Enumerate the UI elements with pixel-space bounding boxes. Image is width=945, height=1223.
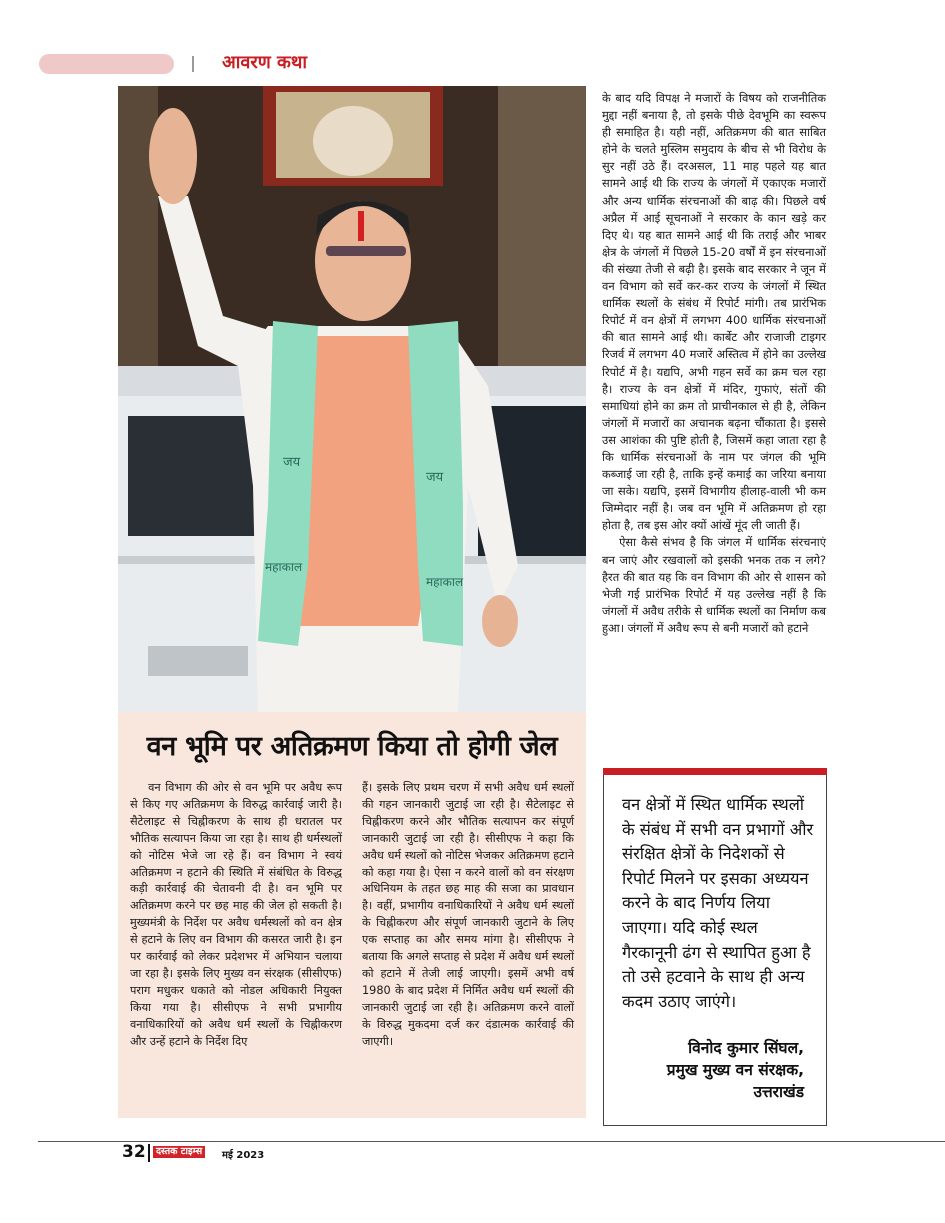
right-article-column: [602, 90, 826, 637]
story-column-2: [362, 780, 574, 1051]
quote-accent-bar: [603, 768, 827, 775]
page-number: 32: [122, 1142, 146, 1162]
section-title: आवरण कथा: [222, 52, 308, 73]
pull-quote-text: वन क्षेत्रों में स्थित धार्मिक स्थलों के संबंध में सभी वन प्रभागों और संरक्षित क्षेत्रों के निदेशकों से रिपोर्ट मिलने पर इसका अध्ययन करने के बाद निर्णय लिया जाएगा। यदि कोई स्थल गैरकानूनी ढंग से स्थापित हुआ है तो उसे हटवाने के साथ ही अन्य कदम उठाए जाएंगे।: [622, 795, 814, 1011]
quote-author-designation: प्रमुख मुख्य वन संरक्षक,: [666, 1061, 804, 1079]
story-headline: वन भूमि पर अतिक्रमण किया तो होगी जेल: [146, 731, 558, 762]
quote-author-name: विनोद कुमार सिंघल,: [688, 1039, 804, 1057]
scarf-text-left-bottom: महाकाल: [265, 560, 303, 574]
header-separator: [192, 56, 194, 72]
scarf-text-right-top: जय: [426, 470, 444, 485]
pull-quote-box: [603, 775, 827, 1126]
story-col1-text: वन विभाग की ओर से वन भूमि पर अवैध रूप से किए गए अतिक्रमण के विरुद्ध कार्रवाई जारी है। सैटेलाइट से चिह्नीकरण के साथ ही धरातल पर भौतिक सत्यापन किया जा रहा है। साथ ही धर्मस्थलों को नोटिस भेजे जा रहे हैं। वन विभाग ने स्वयं अतिक्रमण न हटाने की स्थिति में संबंधित के विरुद्ध कड़ी कार्रवाई की चेतावनी दी है। वन भूमि पर अतिक्रमण करने पर छह माह की जेल हो सकती है। मुख्यमंत्री के निर्देश पर अवैध धर्मस्थलों को वन क्षेत्र से हटाने के लिए वन विभाग की कसरत जारी है। इन पर कार्रवाई को लेकर प्रदेशभर में अभियान चलाया जा रहा है। इसके लिए मुख्य वन संरक्षक (सीसीएफ) पराग मधुकर धकाते को नोडल अधिकारी नियुक्त किया गया है। सीसीएफ ने सभी प्रभागीय वनाधिकारियों को अवैध धर्म स्थलों के चिह्नीकरण और उन्हें हटाने के निर्देश दिए: [130, 781, 342, 1048]
issue-date: मई 2023: [222, 1150, 265, 1161]
right-paragraph-2: ऐसा कैसे संभव है कि जंगल में धार्मिक संरचनाएं बन जाएं और रखवालों को इसकी भनक तक न लगे? हैरत की बात यह कि वन विभाग की ओर से शासन को भेजी गई प्रारंभिक रिपोर्ट में यह उल्लेख नहीं है कि जंगलों में अवैध तरीके से धार्मिक स्थलों का निर्माण कब हुआ। जंगलों में अवैध रूप से बनी मजारों को हटाने: [602, 535, 826, 635]
publication-logo: दस्तक टाइम्स: [153, 1146, 205, 1158]
scarf-text-left-top: जय: [283, 455, 301, 470]
pull-quote-attribution: [667, 1037, 804, 1103]
footer-separator: [148, 1144, 150, 1162]
sidebar-story-box: [118, 712, 586, 1118]
story-column-1: [130, 780, 342, 1051]
footer-rule: [38, 1141, 945, 1142]
header-pill-decoration: [39, 54, 174, 74]
cover-photo: [118, 86, 586, 712]
quote-author-state: उत्तराखंड: [753, 1083, 804, 1101]
scarf-text-right-bottom: महाकाल: [426, 575, 464, 589]
story-col2-text: हैं। इसके लिए प्रथम चरण में सभी अवैध धर्म स्थलों की गहन जानकारी जुटाई जा रही है। सैटेलाइट से चिह्नीकरण करने और भौतिक सत्यापन कर संपूर्ण जानकारी जुटाई जा रही है। सीसीएफ ने कहा कि अवैध धर्म स्थलों को नोटिस भेजकर अतिक्रमण हटाने को कहा गया है। ऐसा न करने वालों को वन संरक्षण अधिनियम के तहत छह माह की सजा का प्रावधान है। वहीं, प्रभागीय वनाधिकारियों ने अवैध धर्म स्थलों के चिह्नीकरण और संपूर्ण जानकारी जुटाने के लिए एक सप्ताह का और समय मांगा है। सीसीएफ ने बताया कि अगले सप्ताह से प्रदेश में अवैध धर्म स्थलों को हटाने में तेजी लाई जाएगी। इसमें अभी वर्ष 1980 के बाद प्रदेश में निर्मित अवैध धर्म स्थलों की जानकारी जुटाई जा रही है। अतिक्रमण करने वालों के विरुद्ध मुकदमा दर्ज कर दंडात्मक कार्रवाई की जाएगी।: [362, 781, 574, 1048]
right-paragraph-1: के बाद यदि विपक्ष ने मजारों के विषय को राजनीतिक मुद्दा नहीं बनाया है, तो इसके पीछे देवभूमि का स्वरूप ही समाहित है। यही नहीं, अतिक्रमण की बात साबित होने के चलते मुस्लिम समुदाय के बीच से भी विरोध के सुर नहीं उठे हैं। दरअसल, 11 माह पहले यह बात सामने आई थी कि राज्य के जंगलों में एकाएक मजारों और अन्य धार्मिक संरचनाओं की बाढ़ की। पिछले वर्ष अप्रैल में आई सूचनाओं ने सरकार के कान खड़े कर दिए थे। यह बात सामने आई थी कि तराई और भाबर क्षेत्र के जंगलों में पिछले 15-20 वर्षों में इन संरचनाओं की संख्या तेजी से बढ़ी है। इसके बाद सरकार ने जून में वन विभाग को सर्वे कर-कर राज्य के जंगलों में स्थित धार्मिक स्थलों के संबंध में रिपोर्ट मांगी। तब प्रारंभिक रिपोर्ट में वन क्षेत्रों में लगभग 400 धार्मिक संरचनाओं की बात सामने आई थी। कार्बेट और राजाजी टाइगर रिजर्व में लगभग 40 मजारें अस्तित्व में होने का उल्लेख रिपोर्ट में है। यद्यपि, अभी गहन सर्वे का क्रम चल रहा है। राज्य के वन क्षेत्रों में मंदिर, गुफाएं, संतों की समाधियां होने का क्रम तो प्राचीनकाल से ही है, लेकिन जंगलों में मजारों का अचानक बढ़ना चौंकाता है। इससे उस आशंका की पुष्टि होती है, जिसमें कहा जाता रहा है कि धार्मिक संरचनाओं के नाम पर जंगल की भूमि कब्जाई जा रही है, ताकि इन्हें कमाई का जरिया बनाया जा सके। यद्यपि, इसमें विभागीय हीलाह-वाली भी कम जिम्मेदार नहीं है। जब वन भूमि में अतिक्रमण हो रहा होता है, तब इस ओर क्यों आंखें मूंद ली जाती हैं।: [602, 91, 826, 533]
